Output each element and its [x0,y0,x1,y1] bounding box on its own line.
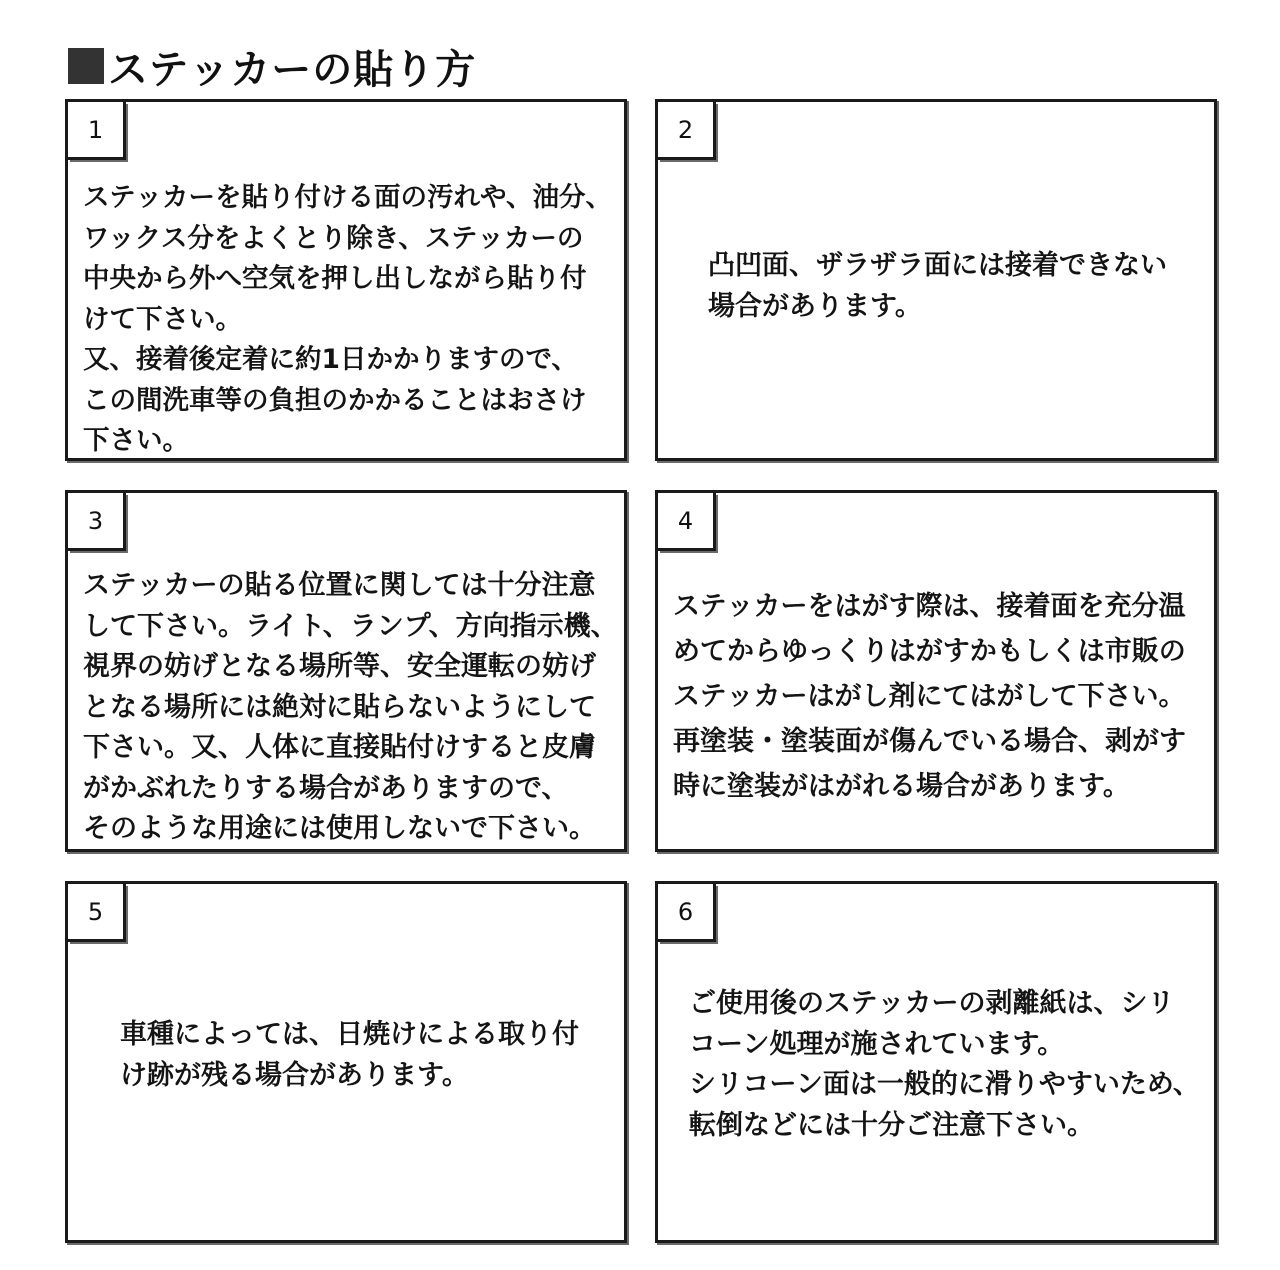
text-line: めてからゆっくりはがすかもしくは市販の [673,636,1186,667]
text-line: この間洗車等の負担のかかることはおさけ [83,384,587,416]
text-line: け跡が残る場合があります。 [120,1059,469,1091]
instruction-text-6 [689,984,1200,1146]
instruction-card-5 [65,881,627,1243]
step-number-6: 6 [658,884,716,942]
instruction-text-4 [673,584,1186,809]
text-line: 視界の妨げとなる場所等、安全運転の妨げ [83,651,596,682]
step-number-3: 3 [68,493,126,551]
text-line: 場合があります。 [708,290,922,322]
text-line: ワックス分をよくとり除き、ステッカーの [83,222,584,254]
text-line: 下さい。又、人体に直接貼付けすると皮膚 [83,732,596,763]
text-line: 転倒などには十分ご注意下さい。 [689,1109,1094,1141]
instruction-card-6 [655,881,1217,1243]
text-line: ステッカーをはがす際は、接着面を充分温 [673,591,1186,622]
instruction-card-4 [655,490,1217,852]
instruction-text-3 [83,566,618,850]
instruction-text-1 [83,178,612,462]
text-line: けて下さい。 [83,303,242,335]
text-line: 時に塗装がはがれる場合があります。 [673,771,1130,802]
text-line: 又、接着後定着に約1日かかりますので、 [83,344,578,375]
instruction-card-1 [65,99,627,461]
text-line: 凸凹面、ザラザラ面には接着できない [708,250,1167,281]
instruction-text-2 [708,246,1167,327]
text-line: 中央から外へ空気を押し出しながら貼り付 [83,263,587,294]
text-line: 下さい。 [83,425,189,456]
page-title-text: ステッカーの貼り方 [108,46,477,93]
black-square-icon [68,48,104,84]
text-line: そのような用途には使用しないで下さい。 [83,813,596,844]
text-line: ステッカーを貼り付ける面の汚れや、油分、 [83,182,612,213]
instruction-text-5 [120,1015,579,1096]
text-line: ご使用後のステッカーの剥離紙は、シリ [689,988,1175,1019]
step-number-2: 2 [658,102,716,160]
text-line: ステッカーの貼る位置に関しては十分注意 [83,570,596,601]
step-number-5: 5 [68,884,126,942]
text-line: シリコーン面は一般的に滑りやすいため、 [689,1069,1200,1100]
text-line: 再塗装・塗装面が傷んでいる場合、剥がす [673,726,1186,757]
text-line: となる場所には絶対に貼らないようにして [83,691,596,723]
step-number-4: 4 [658,493,716,551]
text-line: して下さい。ライト、ランプ、方向指示機、 [83,610,618,642]
text-line: コーン処理が施されています。 [689,1028,1065,1060]
text-line: 車種によっては、日焼けによる取り付 [120,1019,579,1050]
text-line: がかぶれたりする場合がありますので、 [83,772,569,804]
instruction-card-3 [65,490,627,852]
step-number-1: 1 [68,102,126,160]
page-title [68,40,476,92]
text-line: ステッカーはがし剤にてはがして下さい。 [673,681,1186,712]
instruction-card-2 [655,99,1217,461]
